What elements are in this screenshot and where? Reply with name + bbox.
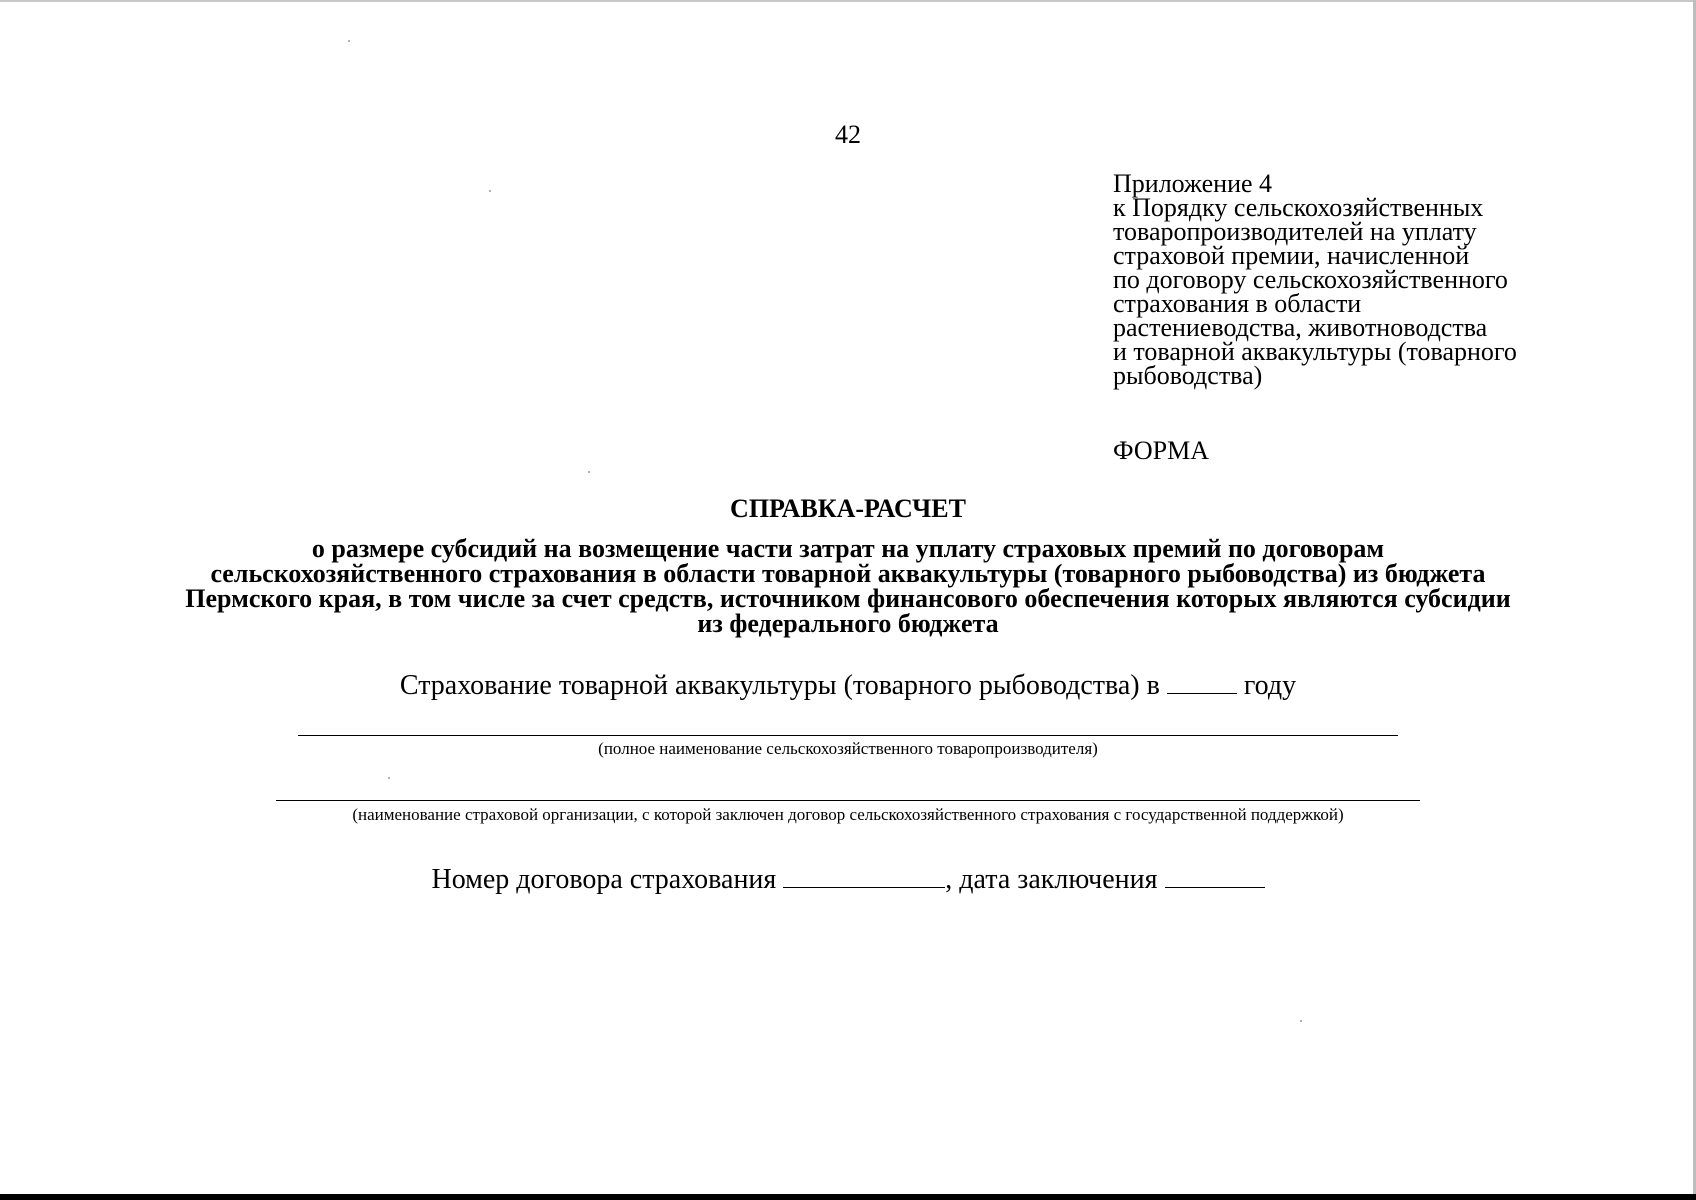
appendix-block <box>1113 169 1673 390</box>
insurance-year-prefix: Страхование товарной аквакультуры (товарного рыбоводства) в <box>399 670 1160 701</box>
appendix-line: к Порядку сельскохозяйственных <box>1113 193 1484 222</box>
producer-name-caption: (полное наименование сельскохозяйственного товаропроизводителя) <box>598 739 1098 758</box>
insurance-year-suffix: году <box>1243 670 1297 701</box>
subtitle-line: о размере субсидий на возмещение части затрат на уплату страховых премий по договорам <box>311 534 1385 563</box>
scan-speck <box>588 471 590 473</box>
appendix-line: Приложение 4 <box>1113 169 1273 198</box>
scan-speck <box>1300 1020 1302 1022</box>
document-title: СПРАВКА-РАСЧЕТ <box>730 494 966 523</box>
appendix-line: страхования в области <box>1113 289 1362 318</box>
scan-speck <box>348 40 350 42</box>
appendix-line: по договору сельскохозяйственного <box>1113 265 1508 294</box>
scan-edge-bottom <box>0 1194 1696 1200</box>
appendix-line: товаропроизводителей на уплату <box>1113 217 1477 246</box>
scan-speck <box>489 190 491 192</box>
producer-name-field[interactable] <box>298 735 1398 736</box>
contract-number-field[interactable] <box>783 865 945 888</box>
subtitle-line: из федерального бюджета <box>697 609 999 638</box>
appendix-line: и товарной аквакультуры (товарного <box>1113 337 1517 366</box>
insurer-name-field[interactable] <box>276 800 1420 801</box>
contract-line <box>0 864 1696 896</box>
appendix-line: растениеводства, животноводства <box>1113 313 1488 342</box>
form-label: ФОРМА <box>1113 436 1209 465</box>
contract-date-label: , дата заключения <box>945 864 1158 895</box>
scan-edge-top <box>0 0 1696 2</box>
subtitle-line: Пермского края, в том числе за счет средств, источником финансового обеспечения которых являются субсидии <box>185 584 1511 613</box>
insurance-year-line <box>0 670 1696 702</box>
appendix-line: рыбоводства) <box>1113 361 1263 390</box>
page-number: 42 <box>835 120 861 149</box>
year-blank-field[interactable] <box>1167 671 1237 694</box>
contract-number-label: Номер договора страхования <box>431 864 777 895</box>
subtitle-line: сельскохозяйственного страхования в области товарной аквакультуры (товарного рыбоводства) из бюджета <box>210 559 1486 588</box>
insurer-name-caption: (наименование страховой организации, с которой заключен договор сельскохозяйственного страхования с государственной поддержкой) <box>352 805 1344 824</box>
document-subtitle <box>100 536 1596 636</box>
contract-date-field[interactable] <box>1165 865 1265 888</box>
scan-speck <box>388 777 390 779</box>
appendix-line: страховой премии, начисленной <box>1113 241 1470 270</box>
